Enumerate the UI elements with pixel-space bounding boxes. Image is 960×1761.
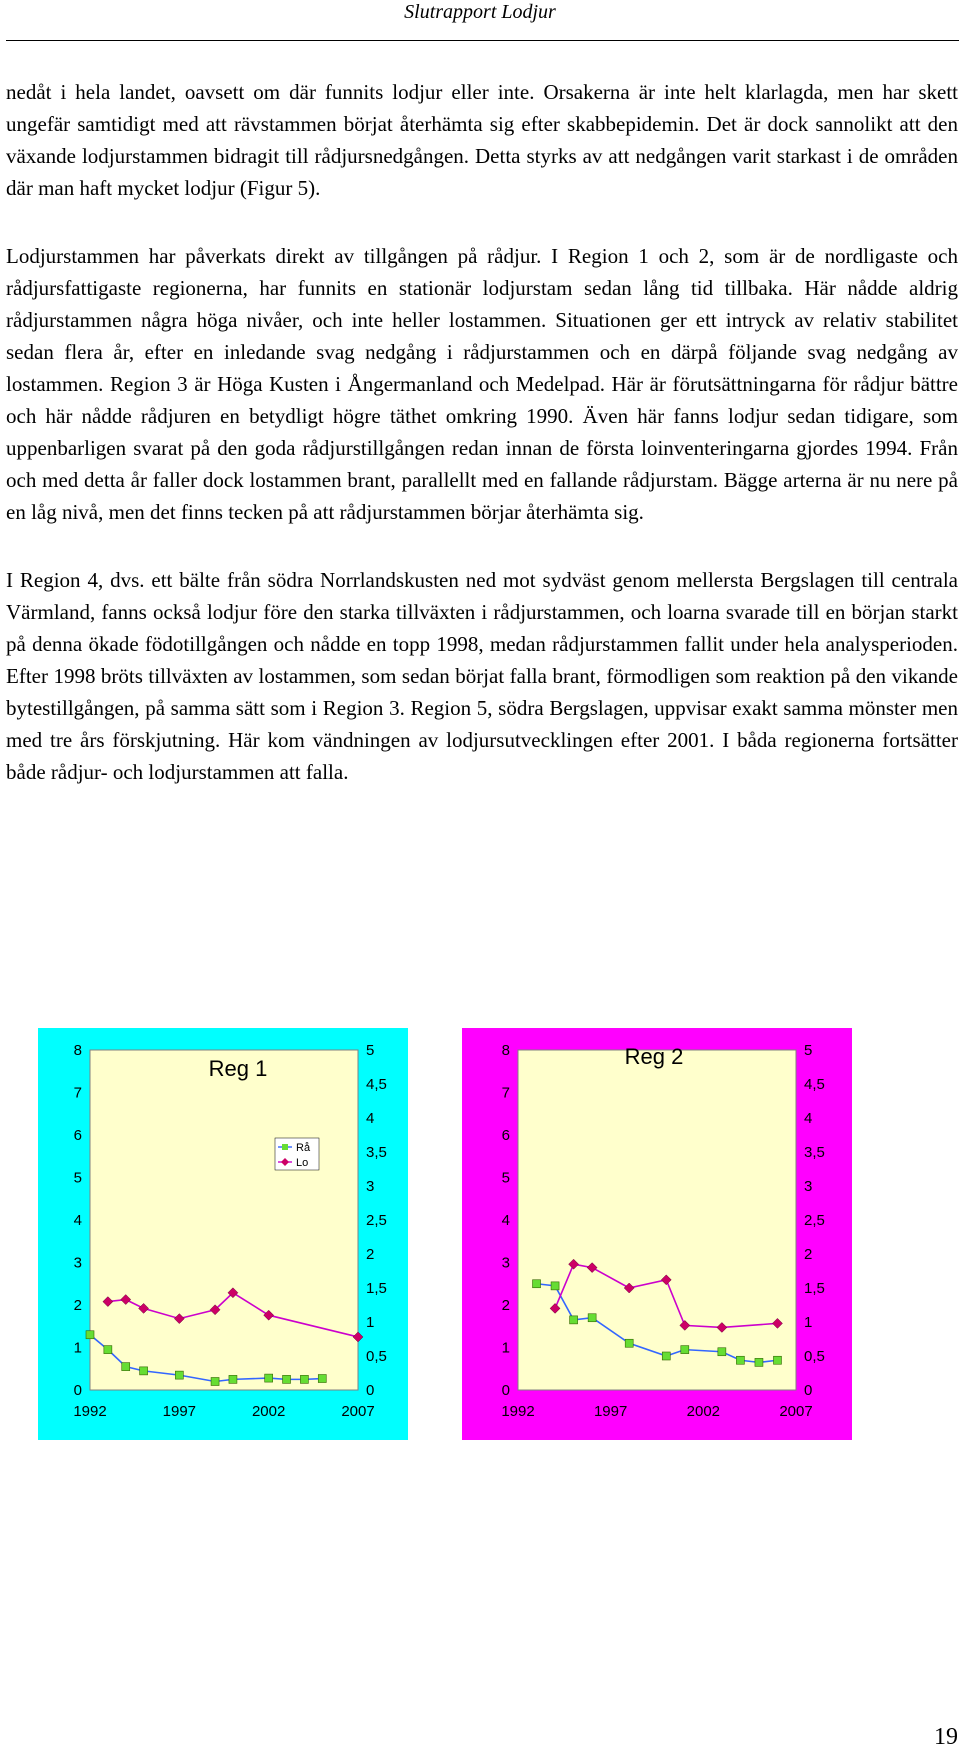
y-left-tick-label: 7 (73, 1084, 82, 1102)
data-point-rad (175, 1371, 183, 1379)
y-right-tick-label: 0,5 (366, 1348, 387, 1365)
y-left-tick-label: 5 (501, 1169, 510, 1187)
y-right-tick-label: 1,5 (366, 1280, 387, 1297)
y-left-tick-label: 1 (501, 1339, 510, 1357)
chart-reg2-svg (462, 1028, 852, 1440)
data-point-rad (104, 1346, 112, 1354)
y-right-tick-label: 4 (366, 1110, 375, 1127)
data-point-rad (533, 1280, 541, 1288)
data-point-rad (681, 1346, 689, 1354)
paragraph: nedåt i hela landet, oavsett om där funnits lodjur eller inte. Orsakerna är inte helt klarlagda, men har skett ungefär samtidigt med att rävstammen börjat återhämta sig efter skabbepidemin. Det är dock sannolikt att den växande lodjurstammen bidragit till rådjursnedgången. Detta styrks av att nedgången varit starkast i de områden där man haft mycket lodjur (Figur 5). (6, 80, 958, 200)
y-left-tick-label: 4 (501, 1212, 510, 1229)
data-point-rad (773, 1356, 781, 1364)
data-point-rad (588, 1314, 596, 1322)
chart-reg1-svg (38, 1028, 408, 1440)
y-right-tick-label: 5 (804, 1042, 813, 1059)
running-header: Slutrapport Lodjur (404, 1, 556, 23)
y-right-tick-label: 2,5 (804, 1212, 825, 1229)
y-right-tick-label: 1 (366, 1314, 375, 1331)
body-text (6, 76, 958, 788)
y-left-tick-label: 1 (73, 1339, 82, 1357)
x-tick-label: 2007 (341, 1403, 375, 1420)
y-right-tick-label: 2 (804, 1246, 813, 1263)
y-left-tick-label: 7 (501, 1084, 510, 1102)
y-left-tick-label: 8 (73, 1042, 82, 1059)
y-right-tick-label: 3,5 (804, 1144, 825, 1161)
data-point-rad (570, 1316, 578, 1324)
y-right-tick-label: 2,5 (366, 1212, 387, 1229)
x-tick-label: 2007 (779, 1403, 813, 1420)
paragraph: I Region 4, dvs. ett bälte från södra Norrlandskusten ned mot sydväst genom mellersta Bergslagen till centrala Värmland, fanns också lodjur före den starka tillväxten i rådjurstammen, och loarna svarade till en början starkt på denna ökade födotillgången och nådde en topp 1998, medan rådjurstammen fallit under hela analysperioden. Efter 1998 bröts tillväxten av lostammen, som sedan börjat falla brant, förmodligen som reaktion på den vikande bytestillgången, på samma sätt som i Region 3. Region 5, södra Bergslagen, uppvisar exakt samma mönster men med tre års förskjutning. Här kom vändningen av lodjursutvecklingen efter 2001. I båda regionerna fortsätter både rådjur- och lodjurstammen att falla. (6, 568, 958, 784)
y-right-tick-label: 3 (366, 1178, 375, 1195)
chart-title: Reg 2 (624, 1044, 684, 1069)
data-point-rad (140, 1367, 148, 1375)
header-rule (6, 40, 959, 41)
y-left-tick-label: 6 (73, 1127, 82, 1144)
data-point-rad (211, 1378, 219, 1386)
chart-title: Reg 1 (208, 1056, 268, 1081)
paragraph: Lodjurstammen har påverkats direkt av tillgången på rådjur. I Region 1 och 2, som är de nordligaste och rådjursfattigaste regionerna, har funnits en stationär lodjurstam sedan lång tid tillbaka. Här nådde aldrig rådjurstammen några höga nivåer, och inte heller lostammen. Situationen ger ett intryck av relativ stabilitet sedan flera år, efter en inledande svag nedgång i rådjurstammen och en därpå följande svag nedgång av lostammen. Region 3 är Höga Kusten i Ångermanland och Medelpad. Här är förutsättningarna för rådjur bättre och här nådde rådjuren en betydligt högre täthet omkring 1990. Även här fanns lodjur sedan tidigare, som uppenbarligen svarat på den goda rådjurstillgången redan innan de första loinventeringarna gjordes 1994. Från och med detta år faller dock lostammen brant, parallellt med en fallande rådjurstam. Bägge arterna är nu nere på en låg nivå, men det finns tecken på att rådjurstammen börjar återhämta sig. (6, 244, 958, 524)
page-number: 19 (934, 1724, 958, 1750)
legend-label: Lo (296, 1157, 309, 1169)
plot-area (518, 1050, 796, 1390)
y-left-tick-label: 0 (73, 1382, 82, 1399)
x-tick-label: 2002 (686, 1403, 721, 1420)
y-right-tick-label: 3,5 (366, 1144, 387, 1161)
y-left-tick-label: 0 (501, 1382, 510, 1399)
data-point-rad (122, 1363, 130, 1371)
y-left-tick-label: 6 (501, 1127, 510, 1144)
x-tick-label: 2002 (251, 1403, 286, 1420)
x-tick-label: 1997 (162, 1403, 197, 1420)
y-right-tick-label: 4 (804, 1110, 813, 1127)
y-right-tick-label: 0,5 (804, 1348, 825, 1365)
plot-area (90, 1050, 358, 1390)
y-left-tick-label: 2 (73, 1297, 82, 1314)
data-point-rad (718, 1348, 726, 1356)
data-point-rad (625, 1339, 633, 1347)
legend-label: Rå (296, 1142, 311, 1154)
chart-reg2 (462, 1028, 852, 1440)
data-point-rad (736, 1356, 744, 1364)
y-left-tick-label: 8 (501, 1042, 510, 1059)
y-left-tick-label: 3 (501, 1254, 510, 1272)
y-left-tick-label: 5 (73, 1169, 82, 1187)
data-point-rad (662, 1352, 670, 1360)
x-tick-label: 1992 (73, 1403, 107, 1420)
data-point-rad (318, 1375, 326, 1383)
y-right-tick-label: 0 (366, 1382, 375, 1399)
data-point-rad (283, 1375, 291, 1383)
data-point-rad (300, 1375, 308, 1383)
y-right-tick-label: 4,5 (804, 1076, 825, 1093)
y-right-tick-label: 3 (804, 1178, 813, 1195)
chart-reg1 (38, 1028, 408, 1440)
y-left-tick-label: 2 (501, 1297, 510, 1314)
x-tick-label: 1992 (501, 1403, 535, 1420)
y-right-tick-label: 0 (804, 1382, 813, 1399)
data-point-rad (265, 1374, 273, 1382)
data-point-rad (755, 1358, 763, 1366)
y-right-tick-label: 5 (366, 1042, 375, 1059)
y-right-tick-label: 4,5 (366, 1076, 387, 1093)
y-right-tick-label: 2 (366, 1246, 375, 1263)
data-point-rad (86, 1331, 94, 1339)
y-right-tick-label: 1,5 (804, 1280, 825, 1297)
data-point-rad (229, 1375, 237, 1383)
legend-marker (282, 1144, 288, 1150)
x-tick-label: 1997 (593, 1403, 628, 1420)
y-left-tick-label: 3 (73, 1254, 82, 1272)
y-right-tick-label: 1 (804, 1314, 813, 1331)
data-point-rad (551, 1282, 559, 1290)
y-left-tick-label: 4 (73, 1212, 82, 1229)
